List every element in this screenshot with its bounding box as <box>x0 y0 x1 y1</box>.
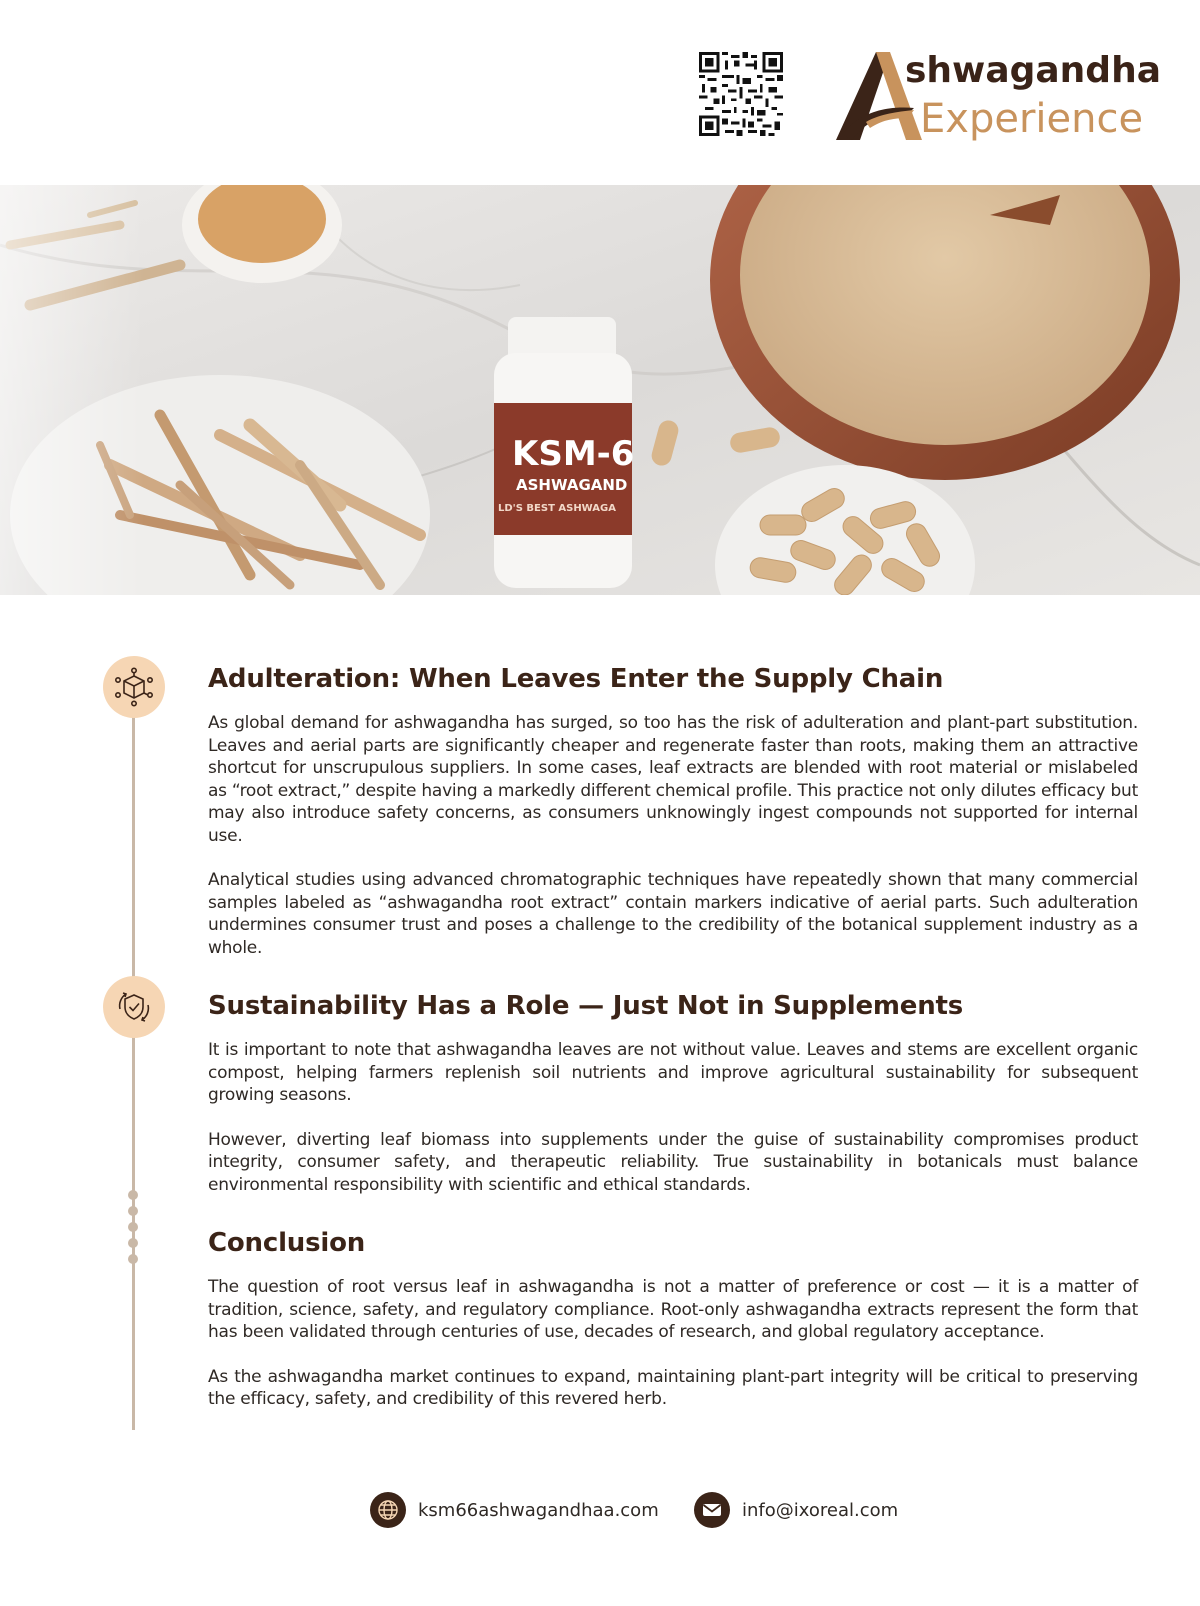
timeline-dots <box>128 1190 138 1270</box>
timeline-line <box>132 700 135 1430</box>
section-title-sustainability: Sustainability Has a Role — Just Not in Supplements <box>208 991 964 1021</box>
globe-icon <box>370 1492 406 1528</box>
logo-text-experience: Experience <box>920 96 1144 142</box>
email-contact[interactable] <box>694 1490 898 1530</box>
timeline-marker-adulteration <box>103 656 165 718</box>
supply-chain-cube-icon <box>114 667 154 707</box>
brand-logo <box>836 44 1166 154</box>
section-title-conclusion: Conclusion <box>208 1228 366 1258</box>
qr-code[interactable] <box>699 52 783 136</box>
paragraph-adulteration-2: Analytical studies using advanced chromatographic techniques have repeatedly shown that many commercial samples labeled as “ashwagandha root extract” contain markers indicative of aerial parts. Such adulteration undermines consumer trust and poses a challenge to the credibility of the botanical supplement industry as a whole. <box>208 870 1138 958</box>
website-link[interactable]: ksm66ashwagandhaa.com <box>418 1499 659 1521</box>
paragraph-sustainability-1: It is important to note that ashwagandha leaves are not without value. Leaves and stems are excellent organic compost, helping farmers replenish soil nutrients and improve agricultural sustainability for subsequent growing seasons. <box>208 1040 1138 1105</box>
hero-photo <box>0 185 1200 595</box>
website-contact[interactable] <box>370 1490 659 1530</box>
email-link[interactable]: info@ixoreal.com <box>742 1499 899 1521</box>
paragraph-conclusion-1: The question of root versus leaf in ashwagandha is not a matter of preference or cost — it is a matter of tradition, science, safety, and regulatory compliance. Root-only ashwagandha extracts represent the form that has been validated through centuries of use, decades of research, and global regulatory acceptance. <box>208 1277 1138 1342</box>
shield-check-icon <box>114 987 154 1027</box>
section-title-adulteration: Adulteration: When Leaves Enter the Supply Chain <box>208 664 944 694</box>
timeline-marker-sustainability <box>103 976 165 1038</box>
page-footer <box>0 1490 1200 1534</box>
page-header <box>0 0 1200 185</box>
logo-text-ashwagandha: shwagandha <box>905 50 1161 91</box>
paragraph-sustainability-2: However, diverting leaf biomass into supplements under the guise of sustainability compromises product integrity, consumer safety, and therapeutic reliability. True sustainability in botanicals must balance environmental responsibility with scientific and ethical standards. <box>208 1129 1138 1195</box>
envelope-icon <box>694 1492 730 1528</box>
article-content <box>208 660 1138 1411</box>
paragraph-adulteration-1: As global demand for ashwagandha has surged, so too has the risk of adulteration and plant-part substitution. Leaves and aerial parts are significantly cheaper and regenerate faster than roots, making them an attractive shortcut for unscrupulous suppliers. In some cases, leaf extracts are blended with root material or mislabeled as “root extract,” despite having a markedly different chemical profile. This practice not only dilutes efficacy but may also introduce safety concerns, as consumers unknowingly ingest compounds not supported for internal use. <box>208 713 1138 846</box>
paragraph-conclusion-2: As the ashwagandha market continues to expand, maintaining plant-part integrity will be critical to preserving the efficacy, safety, and credibility of this revered herb. <box>208 1366 1138 1409</box>
